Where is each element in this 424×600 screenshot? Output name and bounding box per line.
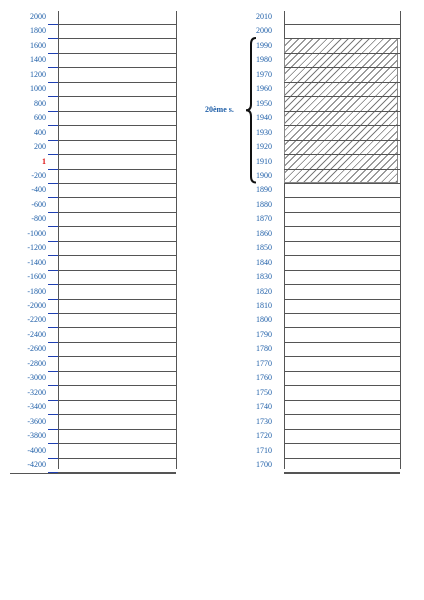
tick-line: [58, 255, 176, 256]
tick-label: -2600: [27, 344, 46, 354]
tick-line: [284, 169, 400, 170]
tick-accent: [48, 24, 58, 25]
tick-line: [58, 443, 176, 444]
tick-label: 1960: [256, 84, 272, 94]
tick-line: [284, 24, 400, 25]
tick-accent: [48, 270, 58, 271]
tick-label: 1890: [256, 185, 272, 195]
tick-label: -1600: [27, 272, 46, 282]
tick-label: 1600: [30, 40, 46, 50]
tick-line: [284, 53, 400, 54]
tick-accent: [48, 82, 58, 83]
tick-line: [284, 38, 400, 39]
tick-line: [58, 82, 176, 83]
tick-label: 1840: [256, 257, 272, 267]
tick-line: [58, 458, 176, 459]
tick-line: [284, 356, 400, 357]
tick-line: [284, 414, 400, 415]
tick-line: [58, 226, 176, 227]
tick-label: 2000: [256, 26, 272, 36]
tick-label: -2400: [27, 329, 46, 339]
tick-line: [58, 140, 176, 141]
tick-line: [284, 183, 400, 184]
tick-line: [58, 371, 176, 372]
tick-label: 1930: [256, 127, 272, 137]
tick-accent: [48, 169, 58, 170]
tick-accent: [48, 67, 58, 68]
tick-label: 1900: [256, 170, 272, 180]
tick-line: [284, 154, 400, 155]
tick-accent: [48, 299, 58, 300]
tick-accent: [48, 111, 58, 112]
tick-label: 1970: [256, 69, 272, 79]
tick-line: [58, 96, 176, 97]
tick-line: [58, 241, 176, 242]
tick-line: [58, 284, 176, 285]
tick-label: -3200: [27, 387, 46, 397]
tick-line: [58, 154, 176, 155]
brace-path: [246, 38, 256, 183]
tick-accent: [48, 356, 58, 357]
tick-line: [58, 183, 176, 184]
tick-label: 1000: [30, 84, 46, 94]
tick-line: [284, 241, 400, 242]
tick-line: [58, 125, 176, 126]
tick-label: 1: [42, 156, 46, 166]
century-label: 20ème s.: [205, 104, 234, 114]
tick-label: -600: [31, 199, 46, 209]
tick-accent: [48, 241, 58, 242]
tick-accent: [48, 212, 58, 213]
tick-line: [284, 371, 400, 372]
right-border-line: [400, 11, 401, 469]
tick-line: [58, 429, 176, 430]
tick-label: 1950: [256, 98, 272, 108]
tick-label: -1200: [27, 243, 46, 253]
tick-label: 1720: [256, 431, 272, 441]
tick-line: [58, 313, 176, 314]
tick-label: 1820: [256, 286, 272, 296]
tick-label: 1940: [256, 113, 272, 123]
tick-line: [58, 67, 176, 68]
tick-label: -1000: [27, 228, 46, 238]
tick-label: 1800: [30, 26, 46, 36]
tick-label: -2000: [27, 301, 46, 310]
bottom-line: [10, 473, 176, 474]
tick-accent: [48, 371, 58, 372]
tick-accent: [48, 458, 58, 459]
tick-line: [284, 82, 400, 83]
century-brace: [244, 36, 260, 185]
tick-label: 1980: [256, 55, 272, 65]
tick-accent: [48, 255, 58, 256]
tick-line: [58, 53, 176, 54]
tick-line: [284, 255, 400, 256]
tick-label: 1770: [256, 358, 272, 368]
tick-label: -800: [31, 214, 46, 224]
tick-accent: [48, 327, 58, 328]
tick-accent: [48, 414, 58, 415]
tick-label: -4000: [27, 445, 46, 455]
tick-line: [284, 458, 400, 459]
tick-label: 1760: [256, 373, 272, 383]
tick-line: [284, 429, 400, 430]
tick-label: -1400: [27, 257, 46, 267]
tick-label: 1740: [256, 402, 272, 412]
tick-label: 1200: [30, 69, 46, 79]
tick-accent: [48, 429, 58, 430]
tick-label: -3400: [27, 402, 46, 412]
tick-label: 1700: [256, 459, 272, 469]
tick-label: -4200: [27, 459, 46, 469]
right-border-line: [176, 11, 177, 469]
tick-line: [284, 226, 400, 227]
tick-label: 2010: [256, 12, 272, 21]
tick-label: -2200: [27, 315, 46, 325]
tick-line: [284, 67, 400, 68]
tick-line: [284, 111, 400, 112]
tick-accent: [48, 385, 58, 386]
tick-line: [284, 299, 400, 300]
tick-label: 400: [34, 127, 46, 137]
tick-line: [284, 197, 400, 198]
tick-label: 1990: [256, 40, 272, 50]
tick-accent: [48, 154, 58, 155]
tick-line: [284, 313, 400, 314]
tick-accent: [48, 284, 58, 285]
tick-line: [58, 327, 176, 328]
tick-accent: [48, 342, 58, 343]
tick-label: 200: [34, 142, 46, 152]
bottom-line: [284, 473, 400, 474]
tick-accent: [48, 140, 58, 141]
tick-label: -3000: [27, 373, 46, 383]
tick-label: -200: [31, 170, 46, 180]
tick-accent: [48, 53, 58, 54]
tick-label: -3600: [27, 416, 46, 426]
tick-line: [58, 299, 176, 300]
tick-line: [284, 284, 400, 285]
tick-label: -3800: [27, 431, 46, 441]
tick-accent: [48, 125, 58, 126]
tick-label: 1860: [256, 228, 272, 238]
tick-line: [284, 270, 400, 271]
tick-label: 1730: [256, 416, 272, 426]
tick-line: [58, 385, 176, 386]
tick-label: 1880: [256, 199, 272, 209]
tick-line: [58, 169, 176, 170]
tick-accent: [48, 226, 58, 227]
tick-label: 1750: [256, 387, 272, 397]
tick-accent: [48, 443, 58, 444]
tick-label: -400: [31, 185, 46, 195]
tick-label: 1920: [256, 142, 272, 152]
tick-line: [284, 443, 400, 444]
tick-line: [284, 125, 400, 126]
tick-accent: [48, 400, 58, 401]
tick-line: [284, 96, 400, 97]
tick-line: [58, 212, 176, 213]
tick-label: 1850: [256, 243, 272, 253]
tick-label: 1780: [256, 344, 272, 354]
tick-label: 1810: [256, 301, 272, 310]
tick-line: [58, 356, 176, 357]
tick-label: 1830: [256, 272, 272, 282]
tick-label: 1870: [256, 214, 272, 224]
tick-label: 2000: [30, 12, 46, 21]
tick-accent: [48, 183, 58, 184]
tick-line: [58, 400, 176, 401]
tick-label: 1400: [30, 55, 46, 65]
tick-line: [58, 24, 176, 25]
tick-line: [284, 342, 400, 343]
tick-accent: [48, 197, 58, 198]
tick-line: [284, 400, 400, 401]
tick-label: 1790: [256, 329, 272, 339]
tick-line: [284, 327, 400, 328]
tick-label: 800: [34, 98, 46, 108]
tick-line: [284, 140, 400, 141]
tick-line: [58, 111, 176, 112]
tick-line: [284, 212, 400, 213]
tick-line: [58, 414, 176, 415]
tick-label: 600: [34, 113, 46, 123]
tick-label: 1910: [256, 156, 272, 166]
tick-label: -2800: [27, 358, 46, 368]
tick-line: [284, 385, 400, 386]
tick-label: -1800: [27, 286, 46, 296]
tick-accent: [48, 96, 58, 97]
tick-label: 1710: [256, 445, 272, 455]
tick-line: [58, 270, 176, 271]
tick-line: [58, 197, 176, 198]
tick-line: [58, 38, 176, 39]
tick-line: [58, 342, 176, 343]
tick-accent: [48, 38, 58, 39]
tick-accent: [48, 313, 58, 314]
tick-label: 1800: [256, 315, 272, 325]
